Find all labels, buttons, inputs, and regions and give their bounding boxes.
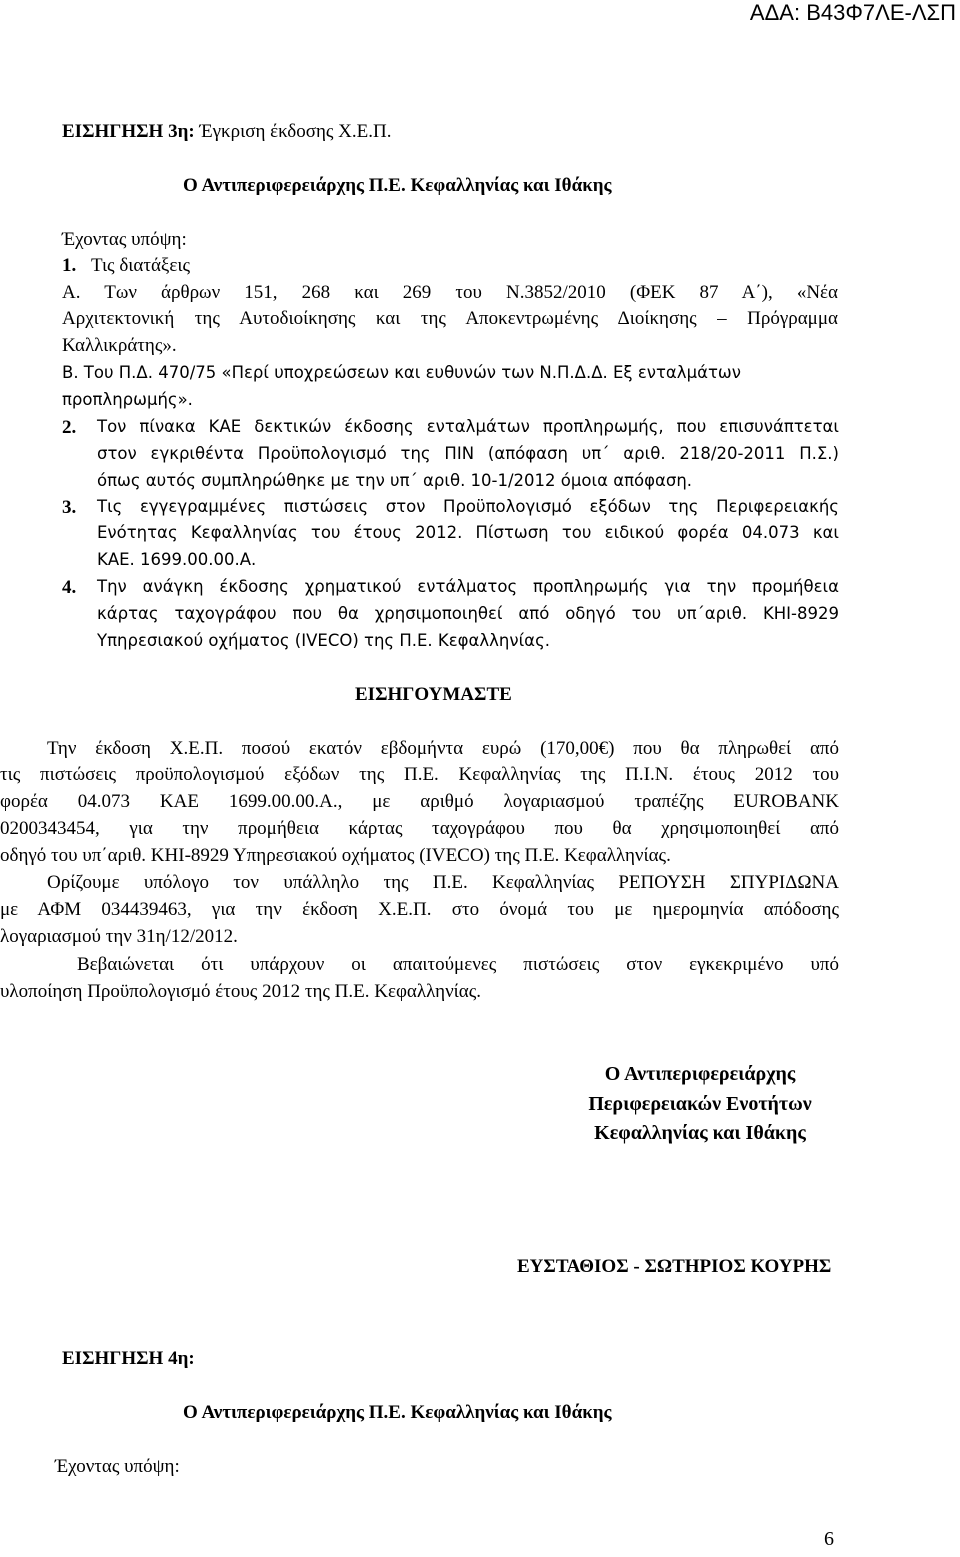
paragraph-line: τις πιστώσεις προϋπολογισμού εξόδων της Π.Ε. Κεφαλληνίας της Π.Ι.Ν. έτους 2012 του	[0, 764, 839, 785]
item-b-line: προπληρωμής».	[62, 390, 193, 409]
role-line: Ο Αντιπεριφερειάρχης Π.Ε. Κεφαλληνίας και Ιθάκης	[183, 175, 612, 196]
item-a-line: Καλλικράτης».	[62, 335, 177, 356]
signature-role-line: Κεφαλληνίας και Ιθάκης	[594, 1122, 806, 1144]
paragraph-line: φορέα 04.073 ΚΑΕ 1699.00.00.Α., με αριθμό λογαριασμού τραπέζης EUROBANK	[0, 791, 839, 812]
ada-watermark: ΑΔΑ: Β43Φ7ΛΕ-ΛΣΠ	[749, 0, 956, 25]
signature-role-line: Ο Αντιπεριφερειάρχης	[604, 1063, 796, 1085]
item-1-text: Τις διατάξεις	[91, 255, 191, 276]
item-2-line: στον εγκριθέντα Προϋπολογισμό της ΠΙΝ (απόφαση υπ΄ αριθ. 218/20-2011 Π.Σ.)	[97, 444, 839, 463]
paragraph-line: Την έκδοση Χ.Ε.Π. ποσού εκατόν εβδομήντα ευρώ (170,00€) που θα πληρωθεί από	[47, 738, 839, 759]
item-3-line: Τις εγγεγραμμένες πιστώσεις στον Προϋπολογισμό εξόδων της Περιφερειακής	[97, 497, 839, 516]
signatory-name: ΕΥΣΤΑΘΙΟΣ - ΣΩΤΗΡΙΟΣ ΚΟΥΡΗΣ	[517, 1256, 832, 1277]
item-3-line: Ενότητας Κεφαλληνίας του έτους 2012. Πίστωση του ειδικού φορέα 04.073 και	[97, 523, 839, 542]
signature-role-line: Περιφερειακών Ενοτήτων	[588, 1093, 812, 1115]
item-b-line: Β. Του Π.Δ. 470/75 «Περί υποχρεώσεων και ευθυνών των Ν.Π.Δ.Δ. Εξ ενταλμάτων	[62, 363, 741, 382]
item-1	[62, 255, 190, 277]
item-4-line: Υπηρεσιακού οχήματος (IVECO) της Π.Ε. Κεφαλληνίας.	[97, 631, 550, 650]
paragraph-line: λογαριασμού την 31η/12/2012.	[0, 926, 238, 947]
item-a-line: Α. Των άρθρων 151, 268 και 269 του Ν.3852/2010 (ΦΕΚ 87 Α΄), «Νέα	[62, 282, 838, 303]
heading-3-label: ΕΙΣΗΓΗΣΗ 3η:	[62, 121, 195, 142]
item-3-line: ΚΑΕ. 1699.00.00.Α.	[97, 550, 257, 569]
section-heading-4: ΕΙΣΗΓΗΣΗ 4η:	[62, 1348, 195, 1369]
page-number: 6	[824, 1528, 834, 1550]
item-4-number: 4.	[62, 577, 77, 598]
item-4-line: Την ανάγκη έκδοσης χρηματικού εντάλματος προπληρωμής για την προμήθεια	[97, 577, 839, 596]
paragraph-line: με ΑΦΜ 034439463, για την έκδοση Χ.Ε.Π. στο όνομά του με ημερομηνία απόδοσης	[0, 899, 839, 920]
heading-3-subject: Έγκριση έκδοσης Χ.Ε.Π.	[194, 121, 392, 142]
recommend-title: ΕΙΣΗΓΟΥΜΑΣΤΕ	[355, 684, 512, 705]
item-4-line: κάρτας ταχογράφου που θα χρησιμοποιηθεί από οδηγό του υπ΄αριθ. ΚΗΙ-8929	[97, 604, 839, 623]
paragraph-line: 0200343454, για την προμήθεια κάρτας ταχογράφου που θα χρησιμοποιηθεί από	[0, 818, 839, 839]
item-2-number: 2.	[62, 417, 77, 438]
section-heading-3	[62, 121, 391, 143]
item-1-number: 1.	[62, 255, 77, 276]
item-2-line: Τον πίνακα ΚΑΕ δεκτικών έκδοσης ενταλμάτων προπληρωμής, που επισυνάπτεται	[97, 417, 839, 436]
item-2-line: όπως αυτός συμπληρώθηκε με την υπ΄ αριθ. 10-1/2012 όμοια απόφαση.	[97, 471, 693, 490]
paragraph-line: Ορίζουμε υπόλογο τον υπάλληλο της Π.Ε. Κεφαλληνίας ΡΕΠΟΥΣΗ ΣΠΥΡΙΔΩΝΑ	[47, 872, 839, 893]
item-a-line: Αρχιτεκτονική της Αυτοδιοίκησης και της Αποκεντρωμένης Διοίκησης – Πρόγραμμα	[62, 308, 838, 329]
considering-label: Έχοντας υπόψη:	[62, 229, 187, 250]
item-3-number: 3.	[62, 497, 77, 518]
paragraph-line: οδηγό του υπ΄αριθ. ΚΗΙ-8929 Υπηρεσιακού οχήματος (IVECO) της Π.Ε. Κεφαλληνίας.	[0, 845, 671, 866]
paragraph-line: υλοποίηση Προϋπολογισμό έτους 2012 της Π.Ε. Κεφαλληνίας.	[0, 981, 482, 1002]
role-line-2: Ο Αντιπεριφερειάρχης Π.Ε. Κεφαλληνίας και Ιθάκης	[183, 1402, 612, 1423]
considering-label-2: Έχοντας υπόψη:	[55, 1456, 180, 1477]
paragraph-line: Βεβαιώνεται ότι υπάρχουν οι απαιτούμενες πιστώσεις στον εγκεκριμένο υπό	[77, 954, 839, 975]
